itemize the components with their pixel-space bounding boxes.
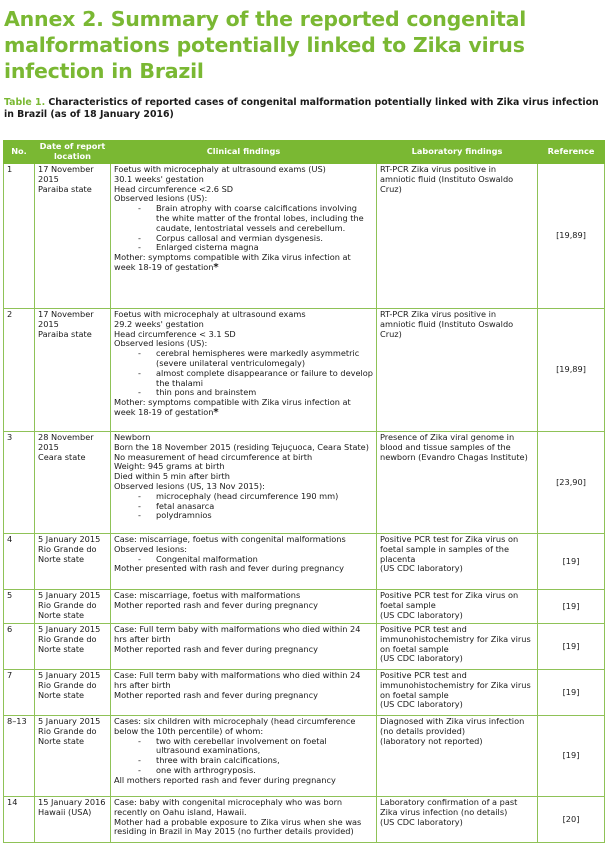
clinical-line: Cases: six children with microcephaly (head circumference below the 10th percentile) of whom: <box>114 716 356 736</box>
date-line: 5 January 2015 <box>38 534 101 544</box>
cell-no: 2 <box>4 309 35 432</box>
cell-lab <box>377 716 538 797</box>
col-header-no: No. <box>4 141 35 164</box>
lab-line: Presence of Zika viral genome in blood and tissue samples of the newborn (Evandro Chagas Institute) <box>380 432 528 462</box>
cell-lab <box>377 624 538 670</box>
observed-lesions-list <box>114 555 373 565</box>
table-row <box>4 590 605 624</box>
clinical-line: No measurement of head circumference at birth <box>114 451 313 462</box>
date-line: Ceara state <box>38 451 86 462</box>
cell-date <box>35 670 111 716</box>
footnote-star: * <box>213 261 219 273</box>
clinical-line: Case: Full term baby with malformations who died within 24 hrs after birth <box>114 624 361 644</box>
lab-line: (US CDC laboratory) <box>380 653 463 664</box>
date-line: Rio Grande do <box>38 725 97 736</box>
lab-line: Positive PCR test for Zika virus on foetal sample in samples of the placenta <box>380 534 519 564</box>
date-line: 5 January 2015 <box>38 716 101 726</box>
clinical-line: Observed lesions (US): <box>114 338 208 349</box>
lab-line: (US CDC laboratory) <box>380 816 463 827</box>
cell-reference: [19] <box>538 590 605 624</box>
lab-line: (US CDC laboratory) <box>380 563 463 574</box>
date-line: 5 January 2015 <box>38 590 101 600</box>
lesion-item: - Congenital malformation <box>114 555 373 565</box>
clinical-line: Case: baby with congenital microcephaly who was born recently on Oahu island, Hawaii. <box>114 797 343 817</box>
date-line: Paraiba state <box>38 183 92 194</box>
cell-reference: [19] <box>538 624 605 670</box>
cell-date <box>35 164 111 309</box>
lesion-item: - Enlarged cisterna magna <box>114 243 373 253</box>
table-row <box>4 534 605 590</box>
col-header-lab: Laboratory findings <box>377 141 538 164</box>
cell-reference: [19] <box>538 670 605 716</box>
lesion-item: - Corpus callosal and vermian dysgenesis. <box>114 234 373 244</box>
clinical-line: Foetus with microcephaly at ultrasound exams <box>114 309 306 319</box>
clinical-line: Observed lesions: <box>114 543 188 554</box>
table-caption-text: Characteristics of reported cases of congenital malformation potentially linked with Zika virus infection in Brazil (as of 18 January 2016) <box>4 97 599 120</box>
clinical-line: Head circumference <2.6 SD <box>114 183 234 194</box>
clinical-line: Mother presented with rash and fever during pregnancy <box>114 563 345 574</box>
cell-no: 14 <box>4 797 35 843</box>
cell-lab <box>377 432 538 534</box>
lab-line: (US CDC laboratory) <box>380 609 463 620</box>
cell-no: 1 <box>4 164 35 309</box>
cell-reference: [19] <box>538 534 605 590</box>
cell-lab <box>377 797 538 843</box>
observed-lesions-list <box>114 737 373 776</box>
col-header-date: Date of report location <box>35 141 111 164</box>
clinical-line: 30.1 weeks' gestation <box>114 173 204 184</box>
cell-no: 5 <box>4 590 35 624</box>
date-line: 17 November <box>38 164 94 174</box>
findings-table <box>3 140 605 843</box>
cell-clinical <box>111 716 377 797</box>
cell-reference: [19,89] <box>538 164 605 309</box>
cell-date <box>35 534 111 590</box>
table-row <box>4 797 605 843</box>
cell-lab <box>377 164 538 309</box>
date-line: 15 January 2016 <box>38 797 106 807</box>
observed-lesions-list <box>114 349 373 398</box>
date-line: 2015 <box>38 173 59 184</box>
cell-clinical <box>111 164 377 309</box>
clinical-line: Case: Full term baby with malformations who died within 24 hrs after birth <box>114 670 361 690</box>
table-body <box>4 164 605 843</box>
lab-line: Positive PCR test and immunohistochemistry for Zika virus on foetal sample <box>380 624 531 654</box>
lesion-item: - polydramnios <box>114 511 373 521</box>
clinical-line: Newborn <box>114 432 151 442</box>
cell-no: 8–13 <box>4 716 35 797</box>
cell-clinical <box>111 624 377 670</box>
lesion-item: - Brain atrophy with coarse calcifications involving the white matter of the frontal lobes, including the caudate, lentostriatal vessels and cerebellum. <box>114 204 373 233</box>
table-row <box>4 164 605 309</box>
footnote-star: * <box>213 406 219 418</box>
cell-date <box>35 432 111 534</box>
observed-lesions-list <box>114 204 373 253</box>
cell-no: 6 <box>4 624 35 670</box>
clinical-line: Mother reported rash and fever during pregnancy <box>114 599 318 610</box>
lab-line: Positive PCR test for Zika virus on foetal sample <box>380 590 519 610</box>
date-line: 5 January 2015 <box>38 624 101 634</box>
table-row <box>4 716 605 797</box>
cell-reference: [19,89] <box>538 309 605 432</box>
lesion-item: - almost complete disappearance or failure to develop the thalami <box>114 369 373 389</box>
clinical-line: Mother had a probable exposure to Zika virus when she was residing in Brazil in May 2015 (no further details provided) <box>114 816 362 837</box>
date-line: Rio Grande do <box>38 633 97 644</box>
cell-lab <box>377 670 538 716</box>
cell-date <box>35 716 111 797</box>
table-label: Table 1. <box>4 97 46 108</box>
col-header-reference: Reference <box>538 141 605 164</box>
clinical-line: Mother: symptoms compatible with Zika virus infection at week 18-19 of gestation* <box>114 252 351 273</box>
date-line: Hawaii (USA) <box>38 806 92 817</box>
cell-clinical <box>111 309 377 432</box>
lesion-item: - fetal anasarca <box>114 502 373 512</box>
cell-date <box>35 797 111 843</box>
annex-title: Annex 2. Summary of the reported congenital malformations potentially linked to Zika virus infection in Brazil <box>4 7 527 83</box>
date-line: 28 November <box>38 432 94 442</box>
date-line: Rio Grande do <box>38 679 97 690</box>
lesion-item: - three with brain calcifications, <box>114 756 373 766</box>
clinical-line: Observed lesions (US): <box>114 193 208 204</box>
cell-no: 7 <box>4 670 35 716</box>
table-row <box>4 624 605 670</box>
cell-reference: [19] <box>538 716 605 797</box>
table-row <box>4 670 605 716</box>
cell-clinical <box>111 534 377 590</box>
clinical-line: Weight: 945 grams at birth <box>114 461 225 472</box>
cell-clinical <box>111 590 377 624</box>
table-caption <box>4 97 602 121</box>
clinical-line: Mother: symptoms compatible with Zika virus infection at week 18-19 of gestation* <box>114 397 351 418</box>
cell-reference: [23,90] <box>538 432 605 534</box>
cell-date <box>35 309 111 432</box>
cell-clinical <box>111 670 377 716</box>
lesion-item: - cerebral hemispheres were markedly asymmetric (severe unilateral ventriculomegaly) <box>114 349 373 369</box>
lesion-item: - two with cerebellar involvement on foetal ultrasound examinations, <box>114 737 373 757</box>
cell-lab <box>377 590 538 624</box>
date-line: Norte state <box>38 609 85 620</box>
col-header-clinical: Clinical findings <box>111 141 377 164</box>
date-line: 5 January 2015 <box>38 670 101 680</box>
cell-lab <box>377 309 538 432</box>
clinical-line: Died within 5 min after birth <box>114 471 230 482</box>
date-line: Paraiba state <box>38 328 92 339</box>
date-line: Norte state <box>38 553 85 564</box>
date-line: 2015 <box>38 441 59 452</box>
date-line: 2015 <box>38 318 59 329</box>
clinical-line: Case: miscarriage, foetus with malformations <box>114 590 301 600</box>
lesion-item: - microcephaly (head circumference 190 mm) <box>114 492 373 502</box>
date-line: Norte state <box>38 689 85 700</box>
clinical-line: Head circumference < 3.1 SD <box>114 328 236 339</box>
lab-line: Diagnosed with Zika virus infection (no details provided) <box>380 716 525 736</box>
table-header-row <box>4 141 605 164</box>
clinical-line: Observed lesions (US, 13 Nov 2015): <box>114 480 265 491</box>
cell-clinical <box>111 432 377 534</box>
date-line: Rio Grande do <box>38 599 97 610</box>
lab-line: Positive PCR test and immunohistochemistry for Zika virus on foetal sample <box>380 670 531 700</box>
cell-date <box>35 624 111 670</box>
cell-no: 4 <box>4 534 35 590</box>
cell-lab <box>377 534 538 590</box>
cell-clinical <box>111 797 377 843</box>
lab-line: Laboratory confirmation of a past Zika virus infection (no details) <box>380 797 518 817</box>
table-row <box>4 432 605 534</box>
date-line: 17 November <box>38 309 94 319</box>
clinical-line: Born the 18 November 2015 (residing Tejuçuoca, Ceara State) <box>114 441 369 452</box>
lab-line: RT-PCR Zika virus positive in amniotic fluid (Instituto Oswaldo Cruz) <box>380 164 514 194</box>
clinical-line: All mothers reported rash and fever during pregnancy <box>114 774 336 785</box>
cell-date <box>35 590 111 624</box>
lesion-item: - thin pons and brainstem <box>114 388 373 398</box>
date-line: Rio Grande do <box>38 543 97 554</box>
cell-reference: [20] <box>538 797 605 843</box>
clinical-line: Foetus with microcephaly at ultrasound exams (US) <box>114 164 326 174</box>
lesion-item: - one with arthrogryposis. <box>114 766 373 776</box>
date-line: Norte state <box>38 643 85 654</box>
lab-line: (laboratory not reported) <box>380 735 483 746</box>
observed-lesions-list <box>114 492 373 521</box>
clinical-line: Case: miscarriage, foetus with congenital malformations <box>114 534 346 544</box>
date-line: Norte state <box>38 735 85 746</box>
clinical-line: Mother reported rash and fever during pregnancy <box>114 643 318 654</box>
table-row <box>4 309 605 432</box>
clinical-line: Mother reported rash and fever during pregnancy <box>114 689 318 700</box>
lab-line: (US CDC laboratory) <box>380 699 463 710</box>
clinical-line: 29.2 weeks' gestation <box>114 318 204 329</box>
cell-no: 3 <box>4 432 35 534</box>
lab-line: RT-PCR Zika virus positive in amniotic fluid (Instituto Oswaldo Cruz) <box>380 309 514 339</box>
